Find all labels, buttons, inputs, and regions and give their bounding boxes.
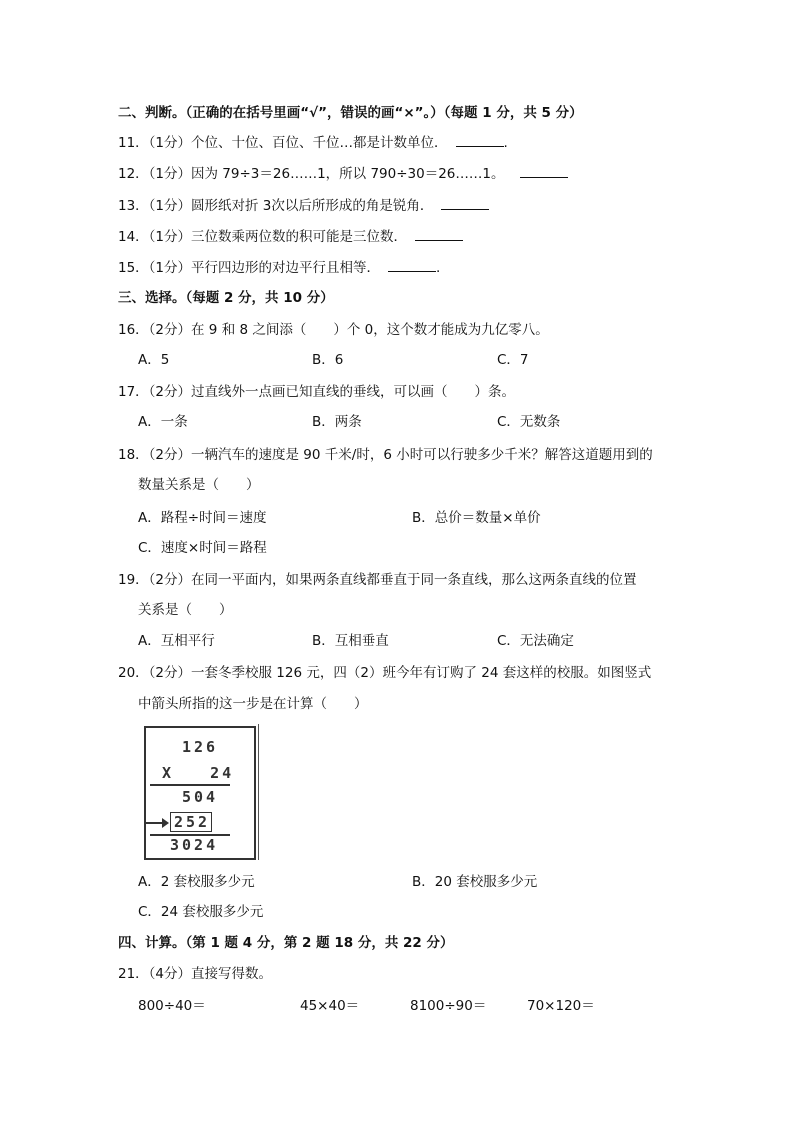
question-16: 16．（2分）在 9 和 8 之间添（ ）个 0，这个数才能成为九亿零八。: [118, 322, 549, 338]
calc-item: 8100÷90＝: [410, 998, 487, 1014]
question-20-cont: 中箭头所指的这一步是在计算（ ）: [138, 696, 368, 712]
answer-blank[interactable]: [415, 228, 463, 241]
option-c[interactable]: C．24 套校服多少元: [138, 904, 264, 920]
calc-item: 45×40＝: [300, 998, 360, 1014]
multiplier: X 24: [162, 764, 235, 782]
option-a[interactable]: A．路程÷时间＝速度: [138, 510, 267, 526]
option-c[interactable]: C．无法确定: [497, 633, 574, 649]
answer-blank[interactable]: [456, 134, 504, 147]
answer-blank[interactable]: [520, 165, 568, 178]
option-b[interactable]: B．总价＝数量×单价: [412, 510, 541, 526]
option-a[interactable]: A．互相平行: [138, 633, 215, 649]
option-b[interactable]: B．互相垂直: [312, 633, 389, 649]
question-text: 15．（1分）平行四边形的对边平行且相等．: [118, 260, 381, 276]
option-c[interactable]: C．7: [497, 352, 529, 368]
multiplication-figure: [140, 724, 259, 860]
option-b[interactable]: B．6: [312, 352, 344, 368]
line: [150, 784, 230, 786]
question-19: 19．（2分）在同一平面内，如果两条直线都垂直于同一条直线，那么这两条直线的位置: [118, 572, 637, 588]
option-c[interactable]: C．无数条: [497, 414, 561, 430]
question-18-cont: 数量关系是（ ）: [138, 477, 260, 493]
question-text: 14．（1分）三位数乘两位数的积可能是三位数．: [118, 229, 408, 245]
option-b[interactable]: B．20 套校服多少元: [412, 874, 538, 890]
question-text: 13．（1分）圆形纸对折 3次以后所形成的角是锐角．: [118, 198, 434, 214]
calc-item: 800÷40＝: [138, 998, 206, 1014]
section-calc-heading: 四、计算。（第 1 题 4 分，第 2 题 18 分，共 22 分）: [118, 935, 454, 951]
section-choice-heading: 三、选择。（每题 2 分，共 10 分）: [118, 290, 334, 306]
question-12: [118, 165, 568, 183]
question-15: 15．（1分）平行四边形的对边平行且相等． .: [118, 260, 441, 276]
partial-product-2-boxed: 252: [170, 812, 212, 832]
question-text: 12．（1分）因为 79÷3＝26……1，所以 790÷30＝26……1。: [118, 166, 505, 182]
calc-item: 70×120＝: [527, 998, 595, 1014]
option-a[interactable]: A．2 套校服多少元: [138, 874, 255, 890]
section-judgement-heading: 二、判断。（正确的在括号里画“√”，错误的画“×”。）（每题 1 分，共 5 分）: [118, 105, 583, 121]
option-a[interactable]: A．5: [138, 352, 170, 368]
option-b[interactable]: B．两条: [312, 414, 362, 430]
question-17: 17．（2分）过直线外一点画已知直线的垂线，可以画（ ）条。: [118, 384, 516, 400]
question-11: 11．（1分）个位、十位、百位、千位…都是计数单位． .: [118, 135, 508, 151]
question-20: 20．（2分）一套冬季校服 126 元，四（2）班今年有订购了 24 套这样的校服。如图竖式: [118, 665, 652, 681]
arrow-head-icon: [162, 818, 169, 828]
multiplicand: 126: [182, 738, 219, 756]
question-21: 21．（4分）直接写得数。: [118, 966, 273, 982]
option-a[interactable]: A．一条: [138, 414, 188, 430]
product: 3024: [170, 836, 219, 854]
answer-blank[interactable]: [441, 197, 489, 210]
partial-product-1: 504: [182, 788, 219, 806]
answer-blank[interactable]: [388, 259, 436, 272]
question-14: [118, 228, 463, 246]
question-18: 18．（2分）一辆汽车的速度是 90 千米/时，6 小时可以行驶多少千米？解答这道题用到的: [118, 447, 653, 463]
option-c[interactable]: C．速度×时间＝路程: [138, 540, 267, 556]
question-19-cont: 关系是（ ）: [138, 602, 233, 618]
question-text: 11．（1分）个位、十位、百位、千位…都是计数单位．: [118, 135, 448, 151]
question-13: [118, 197, 489, 215]
